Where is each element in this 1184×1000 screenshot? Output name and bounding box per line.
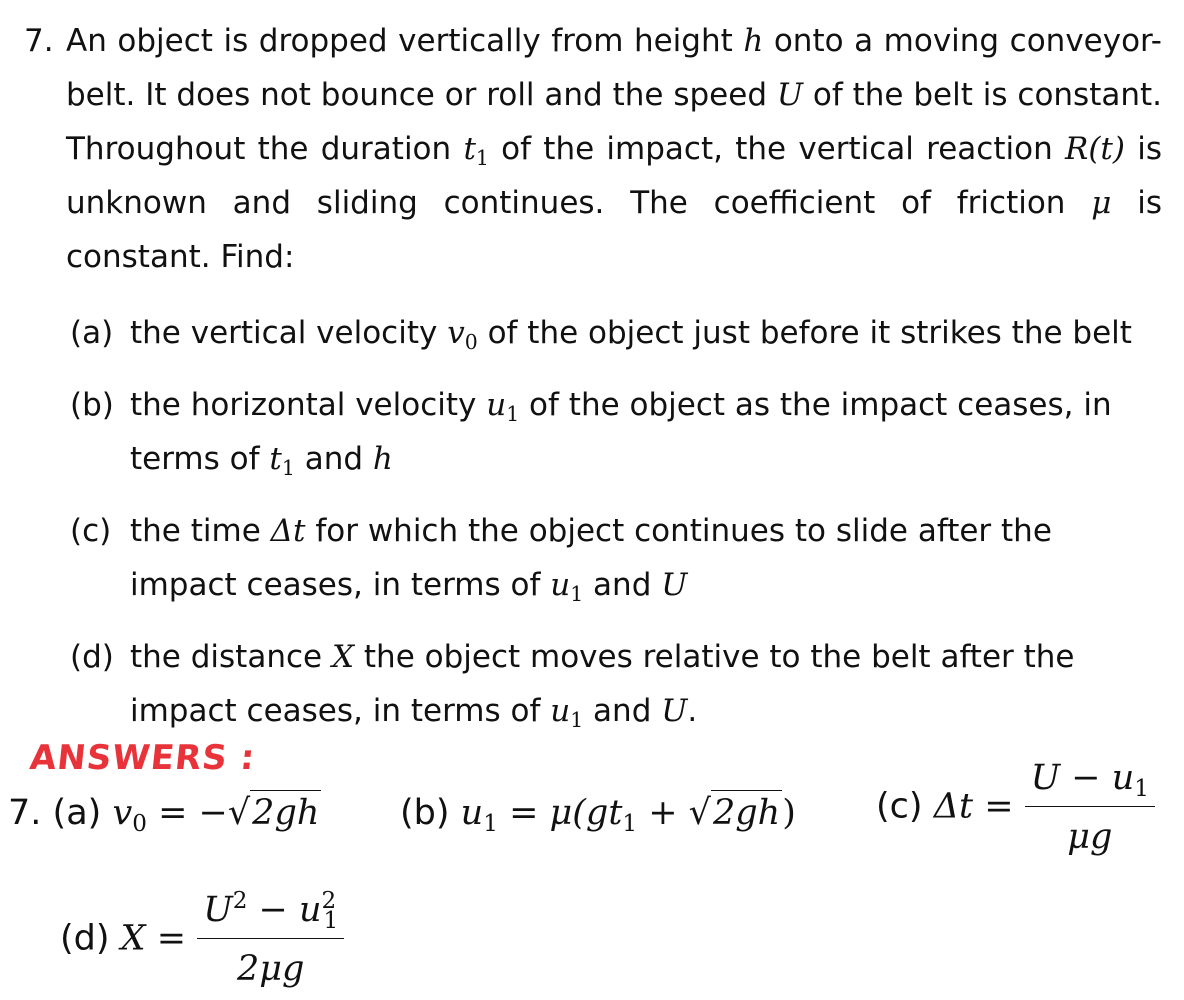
fraction: $\frac{U^2 - u^2_1}{2\mu g}$ [197, 890, 344, 989]
part-a: (a) the vertical velocity $v_0$ of the object just before it strikes the belt [70, 315, 1132, 355]
fraction: $\frac{U - u_1}{\mu g}$ [1025, 758, 1155, 857]
problem-number: 7. [24, 23, 54, 59]
problem-7 [24, 14, 1164, 756]
answer-number: 7. [8, 793, 42, 833]
sqrt-sign: √ 2gh [228, 790, 322, 833]
problem-stem [24, 14, 1164, 284]
var-U: U [776, 77, 804, 113]
part-d: (d) the distance X the object moves relative to the belt after the impact ceases, in terms of $u_1$ and U. [70, 639, 1075, 733]
answer-d: (d) X = $\frac{U^2 - u^2_1}{2\mu g}$ [60, 890, 344, 989]
answer-b: (b) $u_1 = \mu(gt_1$ + √ 2gh ) [400, 790, 796, 833]
part-c: (c) the time Δt for which the object continues to slide after the impact ceases, in terms of $u_1$ and U [70, 513, 1052, 607]
answers-heading: ANSWERS : [27, 738, 258, 778]
var-t1: t [463, 131, 476, 167]
problem-parts [70, 306, 1164, 738]
problem-text: An object is dropped vertically from height h onto a moving conveyor-belt. It does not bounce or roll and the speed U of the belt is constant. Throughout the duration $t_1$ of the impact, the vertical reaction R(t) is unknown and sliding continues. The coefficient of friction μ is constant. Find: [66, 23, 1163, 275]
var-Rt: R(t) [1064, 131, 1125, 167]
part-b: (b) the horizontal velocity $u_1$ of the object as the impact ceases, in terms of $t_1$ and h [70, 387, 1112, 481]
answer-c: (c) Δt = $\frac{U - u_1}{\mu g}$ [876, 758, 1155, 857]
var-h: h [743, 23, 764, 59]
answer-a: 7. (a) $v_0$ = − √ 2gh [8, 790, 321, 833]
var-mu: μ [1091, 185, 1112, 221]
sqrt-sign: √ 2gh [689, 790, 783, 833]
